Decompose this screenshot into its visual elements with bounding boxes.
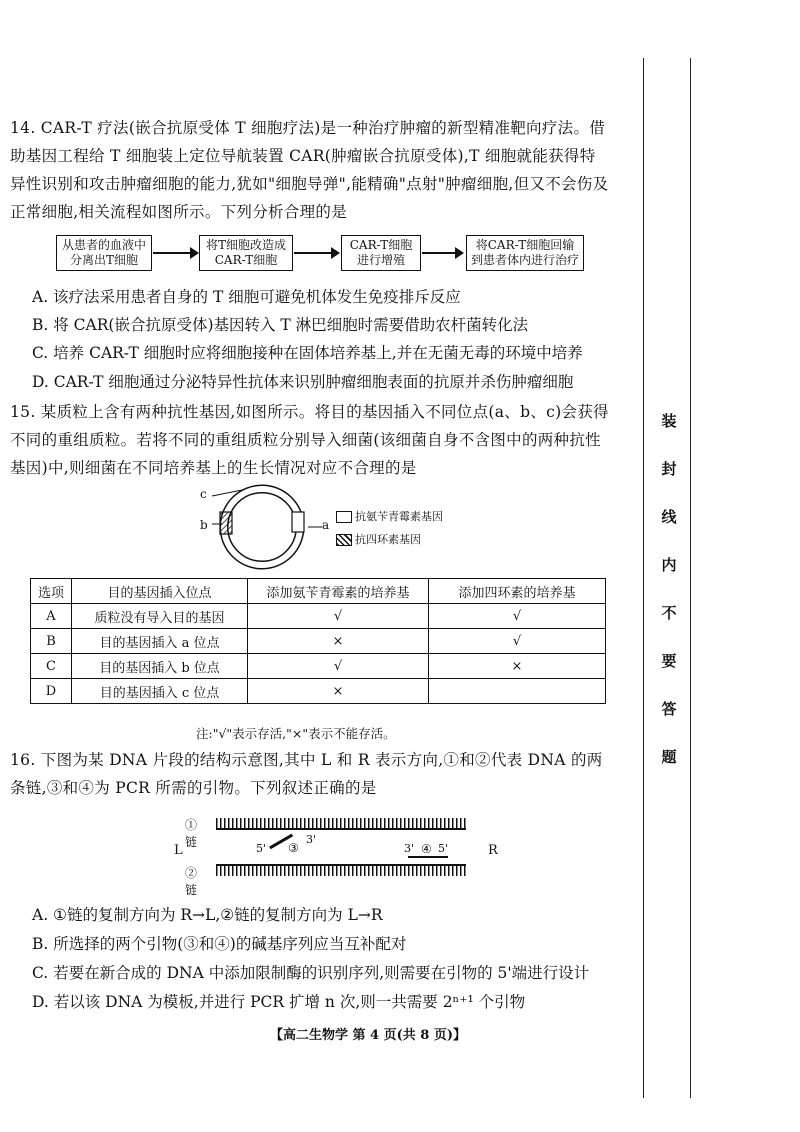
primer-4-line: [408, 856, 448, 858]
flow-arrow-icon: [294, 252, 338, 254]
direction-left-label: L: [174, 843, 183, 858]
q14-option-c: C. 培养 CAR-T 细胞时应将细胞接种在固体培养基上,并在无菌无毒的环境中培养: [32, 344, 583, 362]
flow-arrow-icon: [153, 252, 197, 254]
q14-option-b: B. 将 CAR(嵌合抗原受体)基因转入 T 淋巴细胞时需要借助农杆菌转化法: [32, 316, 529, 334]
site-a-label: a: [322, 518, 330, 532]
binding-char: 封: [661, 460, 677, 478]
table-cell: √: [248, 604, 429, 629]
table-cell: D: [31, 679, 72, 704]
binding-char: 答: [661, 700, 677, 718]
primer-3-five-prime: 5': [256, 842, 267, 855]
table-row: [31, 654, 606, 679]
table-cell: A: [31, 604, 72, 629]
q16-option-d: D. 若以该 DNA 为模板,并进行 PCR 扩增 n 次,则一共需要 2ⁿ⁺¹ 个引物: [32, 993, 526, 1011]
site-c-label: c: [200, 487, 207, 501]
q14-flowchart: [56, 235, 586, 275]
primer-4-three-prime: 3': [404, 842, 415, 855]
plasmid-ring-inner: [224, 489, 300, 565]
binding-char: 不: [661, 604, 677, 622]
q16-option-b: B. 所选择的两个引物(③和④)的碱基序列应当互补配对: [32, 935, 407, 953]
ampicillin-gene-segment: [292, 512, 304, 532]
plasmid-diagram: [190, 482, 330, 572]
table-header-cell: 选项: [31, 579, 72, 604]
table-note: 注:"√"表示存活,"×"表示不能存活。: [196, 726, 396, 741]
legend-tetracycline-label: 抗四环素基因: [355, 533, 421, 546]
table-cell: 目的基因插入 c 位点: [72, 679, 248, 704]
direction-right-label: R: [488, 843, 498, 858]
q15-stem: 15. 某质粒上含有两种抗性基因,如图所示。将目的基因插入不同位点(a、b、c)会获得不同的重组质粒。若将不同的重组质粒分别导入细菌(该细菌自身不含图中的两种抗性基因)中,则细菌在不同培养基上的生长情况对应不合理的是: [10, 403, 609, 477]
binding-char: 题: [661, 748, 677, 766]
q16-option-c: C. 若要在新合成的 DNA 中添加限制酶的识别序列,则需要在引物的 5'端进行设计: [32, 964, 590, 982]
q16-stem: 16. 下图为某 DNA 片段的结构示意图,其中 L 和 R 表示方向,①和②代表 DNA 的两条链,③和④为 PCR 所需的引物。下列叙述正确的是: [10, 751, 603, 797]
table-cell: [429, 679, 606, 704]
table-header-cell: 添加氨苄青霉素的培养基: [248, 579, 429, 604]
legend-ampicillin-label: 抗氨苄青霉素基因: [355, 510, 443, 523]
primer-3-three-prime: 3': [306, 833, 317, 846]
legend-ampicillin-swatch: [336, 511, 352, 523]
table-row: [31, 604, 606, 629]
table-row: [31, 679, 606, 704]
flow-step-4: 将CAR-T细胞回输到患者体内进行治疗: [466, 235, 584, 271]
binding-char: 内: [661, 556, 677, 574]
q14-option-a: A. 该疗法采用患者自身的 T 细胞可避免机体发生免疫排斥反应: [32, 288, 461, 306]
table-cell: 目的基因插入 b 位点: [72, 654, 248, 679]
flow-step-1: 从患者的血液中分离出T细胞: [56, 235, 152, 271]
legend-tetracycline-swatch: [336, 534, 352, 546]
flow-step-2: 将T细胞改造成CAR-T细胞: [199, 235, 293, 271]
table-cell: B: [31, 629, 72, 654]
binding-char: 装: [661, 412, 677, 430]
primer-4-five-prime: 5': [438, 842, 449, 855]
table-header-cell: 目的基因插入位点: [72, 579, 248, 604]
q16-option-a: A. ①链的复制方向为 R→L,②链的复制方向为 L→R: [32, 906, 383, 924]
chain-2-strand: [216, 864, 466, 876]
table-row: [31, 629, 606, 654]
table-cell: ×: [248, 629, 429, 654]
table-cell: 质粒没有导入目的基因: [72, 604, 248, 629]
table-cell: √: [429, 604, 606, 629]
chain-1-strand: [216, 818, 466, 830]
table-cell: 目的基因插入 a 位点: [72, 629, 248, 654]
tetracycline-gene-segment: [220, 512, 232, 534]
flow-step-3: CAR-T细胞进行增殖: [341, 235, 421, 271]
chain-2-label: ②链: [185, 866, 198, 897]
primer-3-label: ③: [288, 841, 299, 855]
site-b-label: b: [200, 518, 208, 532]
primer-4-label: ④: [421, 842, 432, 856]
q14-option-d: D. CAR-T 细胞通过分泌特异性抗体来识别肿瘤细胞表面的抗原并杀伤肿瘤细胞: [32, 373, 574, 391]
table-cell: √: [248, 654, 429, 679]
table-header-row: [31, 579, 606, 604]
legend-tetracycline: [336, 531, 421, 547]
binding-line-right: [690, 58, 691, 1098]
flow-arrow-icon: [422, 252, 462, 254]
binding-char: 线: [661, 508, 677, 526]
table-cell: ×: [429, 654, 606, 679]
binding-char: 要: [661, 652, 677, 670]
table-cell: ×: [248, 679, 429, 704]
legend-ampicillin: [336, 508, 443, 524]
chain-1-label: ①链: [185, 818, 198, 849]
table-cell: √: [429, 629, 606, 654]
q14-stem: 14. CAR-T 疗法(嵌合抗原受体 T 细胞疗法)是一种治疗肿瘤的新型精准靶向疗法。借助基因工程给 T 细胞装上定位导航装置 CAR(肿瘤嵌合抗原受体),T 细胞就能获得特异性识别和攻击肿瘤细胞的能力,犹如"细胞导弹",能精确"点射"肿瘤细胞,但又不会伤及正常细胞,相关流程如图所示。下列分析合理的是: [10, 119, 609, 221]
page-footer: 【高二生物学 第 4 页(共 8 页)】: [270, 1028, 467, 1043]
q15-table: [30, 578, 606, 704]
binding-line-left: [643, 58, 644, 1098]
table-cell: C: [31, 654, 72, 679]
table-header-cell: 添加四环素的培养基: [429, 579, 606, 604]
